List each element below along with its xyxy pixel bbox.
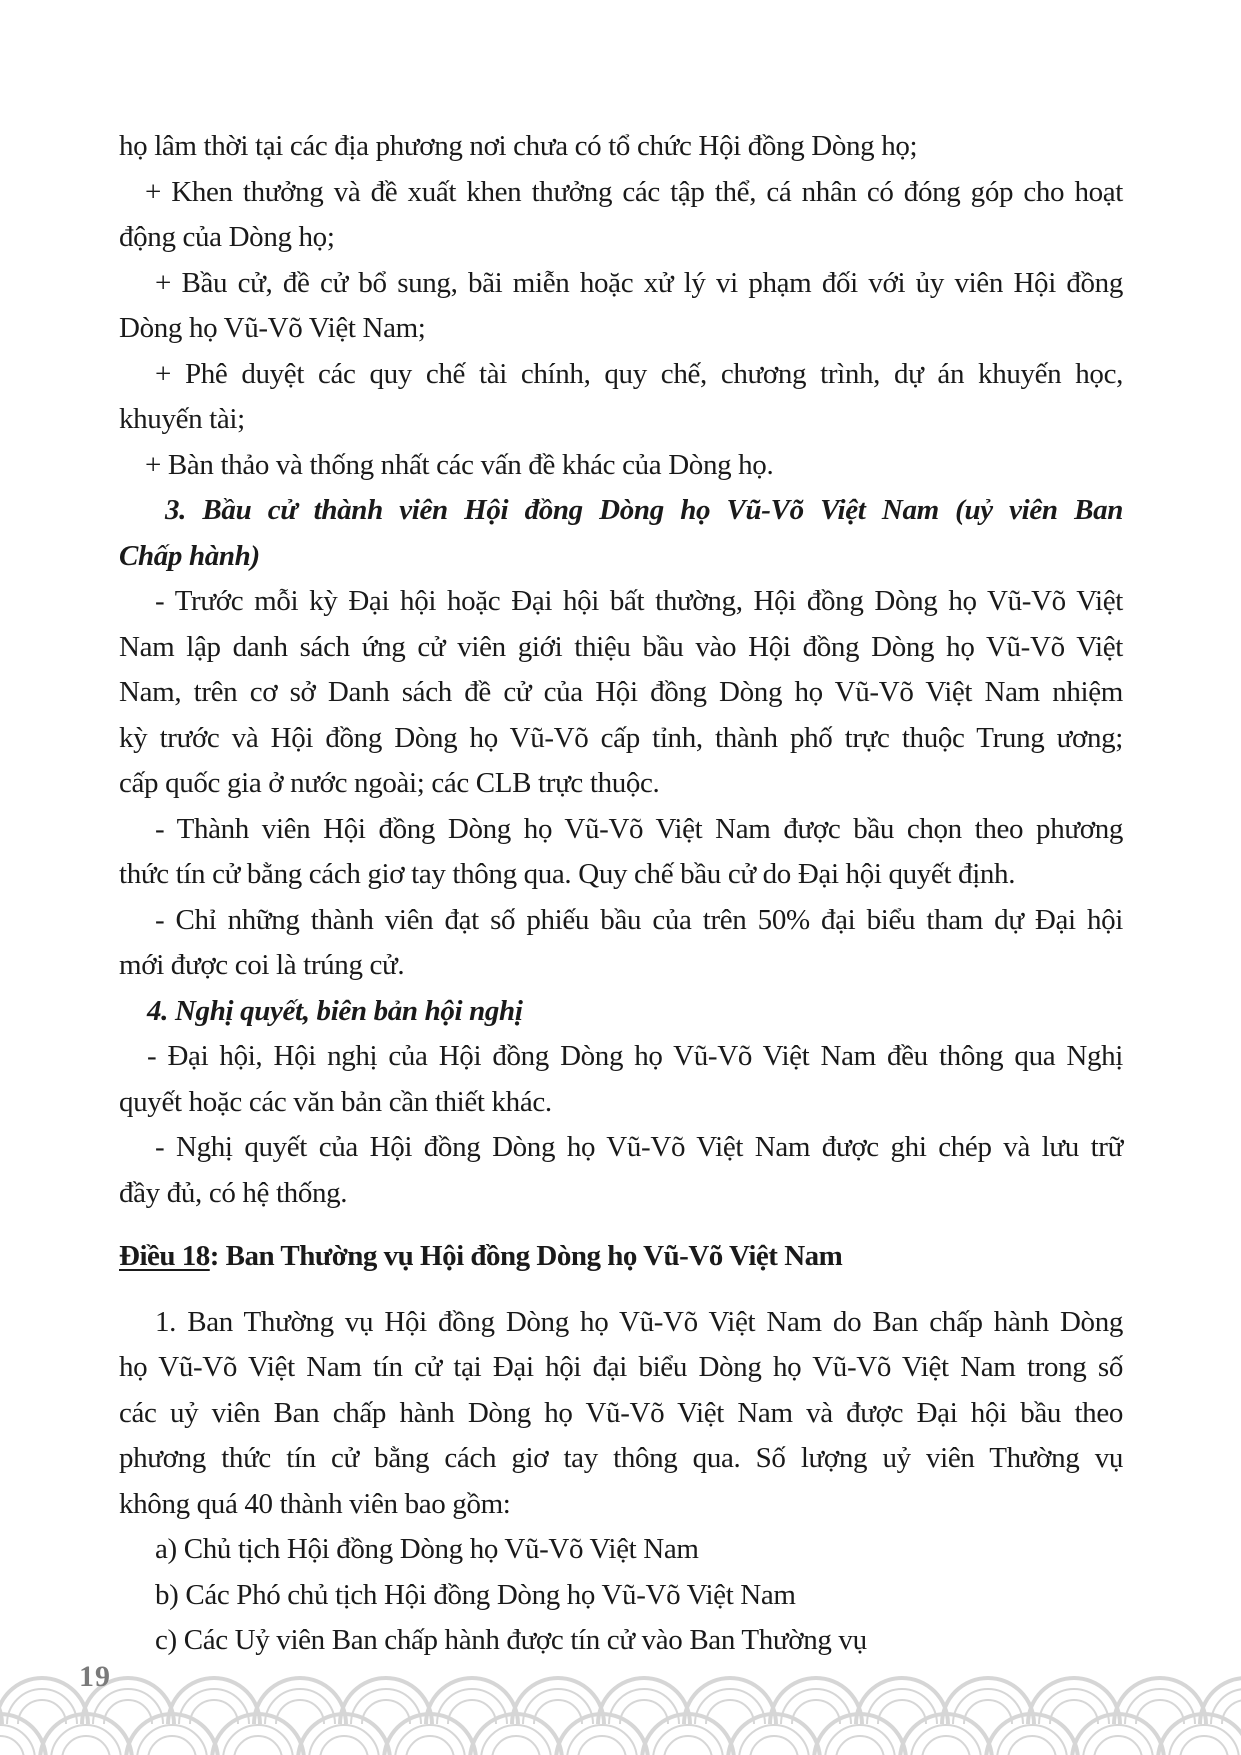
wave-arc <box>653 1725 723 1755</box>
paragraph-line: họ lâm thời tại các địa phương nơi chưa có tổ chức Hội đồng Dòng họ; <box>119 130 918 162</box>
wave-arc <box>234 1736 282 1755</box>
bullet-approval: + Phê duyệt các quy chế tài chính, quy chế, chương trình, dự án khuyến học, <box>155 357 1123 390</box>
wave-arc <box>825 1725 895 1755</box>
paragraph-line: mới được coi là trúng cử. <box>119 949 405 981</box>
wave-arc <box>567 1725 637 1755</box>
wave-arc <box>911 1725 981 1755</box>
paragraph-line: họ Vũ-Võ Việt Nam tín cử tại Đại hội đại biểu Dòng họ Vũ-Võ Việt Nam trong số <box>119 1351 1123 1383</box>
paragraph-line: kỳ trước và Hội đồng Dòng họ Vũ-Võ cấp tỉnh, thành phố trực thuộc Trung ương; <box>119 721 1123 754</box>
section-heading-4: 4. Nghị quyết, biên bản hội nghị <box>147 994 523 1027</box>
wave-arc <box>51 1725 121 1755</box>
wave-arc <box>739 1725 809 1755</box>
paragraph-line: Dòng họ Vũ-Võ Việt Nam; <box>119 312 426 344</box>
paragraph-line: đầy đủ, có hệ thống. <box>119 1176 348 1209</box>
wave-arc <box>148 1736 196 1755</box>
article-heading <box>119 1234 1123 1280</box>
wave-arc <box>997 1725 1067 1755</box>
paragraph-line: các uỷ viên Ban chấp hành Dòng họ Vũ-Võ Việt Nam và được Đại hội bầu theo <box>119 1396 1123 1429</box>
paragraph-line: không quá 40 thành viên bao gồm: <box>119 1487 511 1520</box>
dash-item-records: - Nghị quyết của Hội đồng Dòng họ Vũ-Võ Việt Nam được ghi chép và lưu trữ <box>155 1131 1123 1163</box>
wave-arc <box>1094 1736 1142 1755</box>
wave-arc <box>0 1725 35 1755</box>
section-heading-3: 3. Bầu cử thành viên Hội đồng Dòng họ Vũ-Võ Việt Nam (uỷ viên Ban <box>165 494 1123 526</box>
wave-arc <box>1008 1736 1056 1755</box>
wave-arc <box>578 1736 626 1755</box>
wave-arc <box>664 1736 712 1755</box>
dash-item-voting-method: - Thành viên Hội đồng Dòng họ Vũ-Võ Việt Nam được bầu chọn theo phương <box>155 812 1123 845</box>
paragraph-line: Nam, trên cơ sở Danh sách đề cử của Hội đồng Dòng họ Vũ-Võ Việt Nam nhiệm <box>119 676 1123 708</box>
wave-arc <box>62 1736 110 1755</box>
wave-arc <box>0 1736 24 1755</box>
wave-arc <box>309 1725 379 1755</box>
paragraph-line: động của Dòng họ; <box>119 221 335 253</box>
wave-arc <box>137 1725 207 1755</box>
numbered-item-1: 1. Ban Thường vụ Hội đồng Dòng họ Vũ-Võ Việt Nam do Ban chấp hành Dòng <box>155 1305 1123 1338</box>
bullet-commendation: + Khen thưởng và đề xuất khen thưởng các tập thể, cá nhân có đóng góp cho hoạt <box>145 175 1123 208</box>
paragraph-line: Nam lập danh sách ứng cử viên giới thiệu bầu vào Hội đồng Dòng họ Vũ-Võ Việt <box>119 630 1123 663</box>
wave-arc <box>1180 1736 1228 1755</box>
paragraph-line: phương thức tín cử bằng cách giơ tay thông qua. Số lượng uỷ viên Thường vụ <box>119 1442 1123 1474</box>
wave-arc <box>750 1736 798 1755</box>
bullet-discussion: + Bàn thảo và thống nhất các vấn đề khác của Dòng họ. <box>145 448 774 481</box>
section-heading-3-cont: Chấp hành) <box>119 539 260 572</box>
wave-arc <box>406 1736 454 1755</box>
wave-arc <box>836 1736 884 1755</box>
dash-item-resolutions: - Đại hội, Hội nghị của Hội đồng Dòng họ Vũ-Võ Việt Nam đều thông qua Nghị <box>147 1040 1123 1072</box>
wave-arc <box>1169 1725 1239 1755</box>
paragraph-line: cấp quốc gia ở nước ngoài; các CLB trực thuộc. <box>119 767 660 799</box>
wave-arc <box>492 1736 540 1755</box>
wave-arc <box>395 1725 465 1755</box>
wave-arc <box>223 1725 293 1755</box>
dash-item-candidates: - Trước mỗi kỳ Đại hội hoặc Đại hội bất thường, Hội đồng Dòng họ Vũ-Võ Việt <box>155 585 1123 617</box>
article-number: Điều 18 <box>119 1240 210 1272</box>
paragraph-line: thức tín cử bằng cách giơ tay thông qua. Quy chế bầu cử do Đại hội quyết định. <box>119 858 1016 890</box>
paragraph-line: quyết hoặc các văn bản cần thiết khác. <box>119 1085 552 1118</box>
bullet-election: + Bầu cử, đề cử bổ sung, bãi miễn hoặc xử lý vi phạm đối với ủy viên Hội đồng <box>155 266 1123 299</box>
wave-arc <box>320 1736 368 1755</box>
wave-arc <box>1083 1725 1153 1755</box>
page-number: 19 <box>79 1660 111 1693</box>
article-title-text: : Ban Thường vụ Hội đồng Dòng họ Vũ-Võ Việt Nam <box>209 1240 843 1272</box>
list-item-c: c) Các Uỷ viên Ban chấp hành được tín cử vào Ban Thường vụ <box>155 1624 867 1656</box>
list-item-a: a) Chủ tịch Hội đồng Dòng họ Vũ-Võ Việt Nam <box>155 1533 699 1565</box>
paragraph-line: khuyến tài; <box>119 403 245 435</box>
dash-item-threshold: - Chỉ những thành viên đạt số phiếu bầu của trên 50% đại biểu tham dự Đại hội <box>155 903 1123 936</box>
wave-arc <box>922 1736 970 1755</box>
page-body <box>119 124 1123 1664</box>
wave-pattern-footer <box>0 1676 1241 1755</box>
list-item-b: b) Các Phó chủ tịch Hội đồng Dòng họ Vũ-Võ Việt Nam <box>155 1578 796 1611</box>
wave-arc <box>481 1725 551 1755</box>
